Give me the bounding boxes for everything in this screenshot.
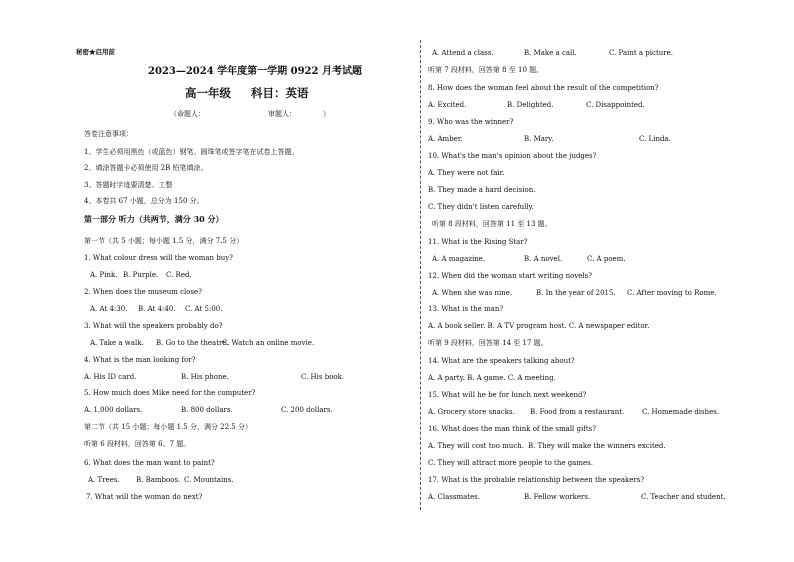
- grade-label: 高一年级: [185, 86, 231, 100]
- q3-option-a: A. Take a walk.: [90, 339, 144, 347]
- question-7: 7. What will the woman do next?: [86, 493, 203, 501]
- q5-option-c: C. 200 dollars.: [281, 406, 333, 414]
- q15-option-a: A. Grocery store snacks.: [428, 408, 515, 416]
- material-7: 听第 7 段材料，回答第 8 至 10 题。: [428, 66, 544, 74]
- q5-option-a: A. 1,000 dollars.: [84, 406, 143, 414]
- q8-option-c: C. Disappointed.: [586, 101, 645, 109]
- question-12: 12. When did the woman start writing novels?: [428, 272, 593, 280]
- q6-option-a: A. Trees.: [88, 476, 120, 484]
- q9-option-b: B. Mary.: [524, 135, 554, 143]
- question-10: 10. What's the man's opinion about the judges?: [428, 152, 597, 160]
- q9-option-a: A. Amber.: [428, 135, 463, 143]
- note-item: 1、学生必须用黑色（或蓝色）钢笔、圆珠笔或签字笔在试卷上答题。: [84, 148, 299, 156]
- material-6: 听第 6 段材料，回答第 6、7 题。: [84, 440, 191, 448]
- part1-heading: 第一部分 听力（共两节，满分 30 分）: [84, 214, 224, 224]
- q2-option-c: C. At 5:00.: [185, 305, 223, 313]
- question-14: 14. What are the speakers talking about?: [428, 357, 575, 365]
- q3-option-b: B. Go to the theatre.: [156, 339, 229, 347]
- question-9: 9. Who was the winner?: [428, 118, 514, 126]
- question-4: 4. What is the man looking for?: [84, 356, 196, 364]
- q16-option-b: B. They will make the winners excited.: [528, 442, 666, 450]
- q12-option-b: B. In the year of 2015.: [536, 289, 616, 297]
- q10-option-c: C. They didn't listen carefully.: [428, 203, 534, 211]
- close-paren: ）: [323, 110, 330, 118]
- q4-option-b: B. His phone.: [181, 373, 229, 381]
- q2-option-a: A. At 4:30.: [90, 305, 128, 313]
- q10-option-a: A. They were not fair.: [428, 169, 505, 177]
- question-11: 11. What is the Rising Star?: [428, 238, 528, 246]
- reviewer-label: 审题人：: [268, 110, 296, 118]
- material-8: 听第 8 段材料，回答第 11 至 13 题。: [432, 220, 552, 228]
- q4-option-a: A. His ID card.: [84, 373, 137, 381]
- note-item: 3、答题时字迹要清楚、工整: [84, 181, 173, 189]
- q9-option-c: C. Linda.: [639, 135, 671, 143]
- question-13: 13. What is the man?: [428, 305, 504, 313]
- q6-option-b: B. Bamboos.: [136, 476, 181, 484]
- q3-option-c: C. Watch an online movie.: [222, 339, 315, 347]
- q17-option-b: B. Fellow workers.: [524, 493, 591, 501]
- q11-option-c: C. A poem.: [587, 255, 626, 263]
- q6-option-c: C. Mountains.: [184, 476, 234, 484]
- question-1: 1. What colour dress will the woman buy?: [84, 254, 233, 262]
- question-17: 17. What is the probable relationship between the speakers?: [428, 476, 645, 484]
- q4-option-c: C. His book.: [301, 373, 345, 381]
- q16-option-a: A. They will cost too much.: [428, 442, 524, 450]
- note-item: 4、本卷共 67 小题，总分为 150 分。: [84, 197, 204, 205]
- q7-option-c: C. Paint a picture.: [609, 49, 673, 57]
- section2-heading: 第二节（共 15 小题；每小题 1.5 分，满分 22.5 分）: [84, 423, 252, 431]
- q7-option-a: A. Attend a class.: [432, 49, 494, 57]
- q16-option-c: C. They will attract more people to the games.: [428, 459, 593, 467]
- author-label: （命题人：: [170, 110, 205, 118]
- material-9: 听第 9 段材料，回答第 14 至 17 题。: [428, 339, 548, 347]
- question-8: 8. How does the woman feel about the result of the competition?: [428, 84, 659, 92]
- notes-heading: 答卷注意事项：: [84, 130, 133, 138]
- question-2: 2. When does the museum close?: [84, 288, 202, 296]
- q1-option-c: C. Red.: [166, 271, 192, 279]
- q15-option-b: B. Food from a restaurant.: [530, 408, 625, 416]
- question-15: 15. What will he be for lunch next weekend?: [428, 391, 587, 399]
- question-6: 6. What does the man want to paint?: [84, 459, 215, 467]
- section1-heading: 第一节（共 5 小题；每小题 1.5 分，满分 7.5 分）: [84, 237, 244, 245]
- q17-option-a: A. Classmates.: [428, 493, 481, 501]
- q2-option-b: B. At 4:40.: [138, 305, 176, 313]
- q14-options: A. A party. B. A game. C. A meeting.: [428, 374, 556, 382]
- q5-option-b: B. 800 dollars.: [181, 406, 233, 414]
- question-16: 16. What does the man think of the small gifts?: [428, 425, 596, 433]
- q8-option-b: B. Delighted.: [507, 101, 554, 109]
- secret-mark: 秘密★启用前: [76, 48, 115, 56]
- q1-option-b: B. Purple.: [123, 271, 159, 279]
- q17-option-c: C. Teacher and student.: [641, 493, 726, 501]
- q12-option-a: A. When she was nine.: [432, 289, 513, 297]
- q11-option-b: B. A novel.: [524, 255, 563, 263]
- q10-option-b: B. They made a hard decision.: [428, 186, 536, 194]
- subject-label: 科目：英语: [251, 86, 309, 100]
- q13-options: A. A book seller. B. A TV program host. C. A newspaper editor.: [428, 322, 650, 330]
- column-divider: [420, 40, 421, 510]
- exam-title: 2023—2024 学年度第一学期 0922 月考试题: [148, 66, 362, 77]
- q12-option-c: C. After moving to Rome.: [627, 289, 717, 297]
- q7-option-b: B. Make a call.: [524, 49, 577, 57]
- note-item: 2、填涂答题卡必须使用 2B 铅笔填涂。: [84, 164, 208, 172]
- q15-option-c: C. Homemade dishes.: [642, 408, 720, 416]
- q1-option-a: A. Pink.: [90, 271, 118, 279]
- question-5: 5. How much does Mike need for the computer?: [84, 389, 256, 397]
- q11-option-a: A. A magazine.: [432, 255, 486, 263]
- q8-option-a: A. Excited.: [428, 101, 467, 109]
- question-3: 3. What will the speakers probably do?: [84, 322, 223, 330]
